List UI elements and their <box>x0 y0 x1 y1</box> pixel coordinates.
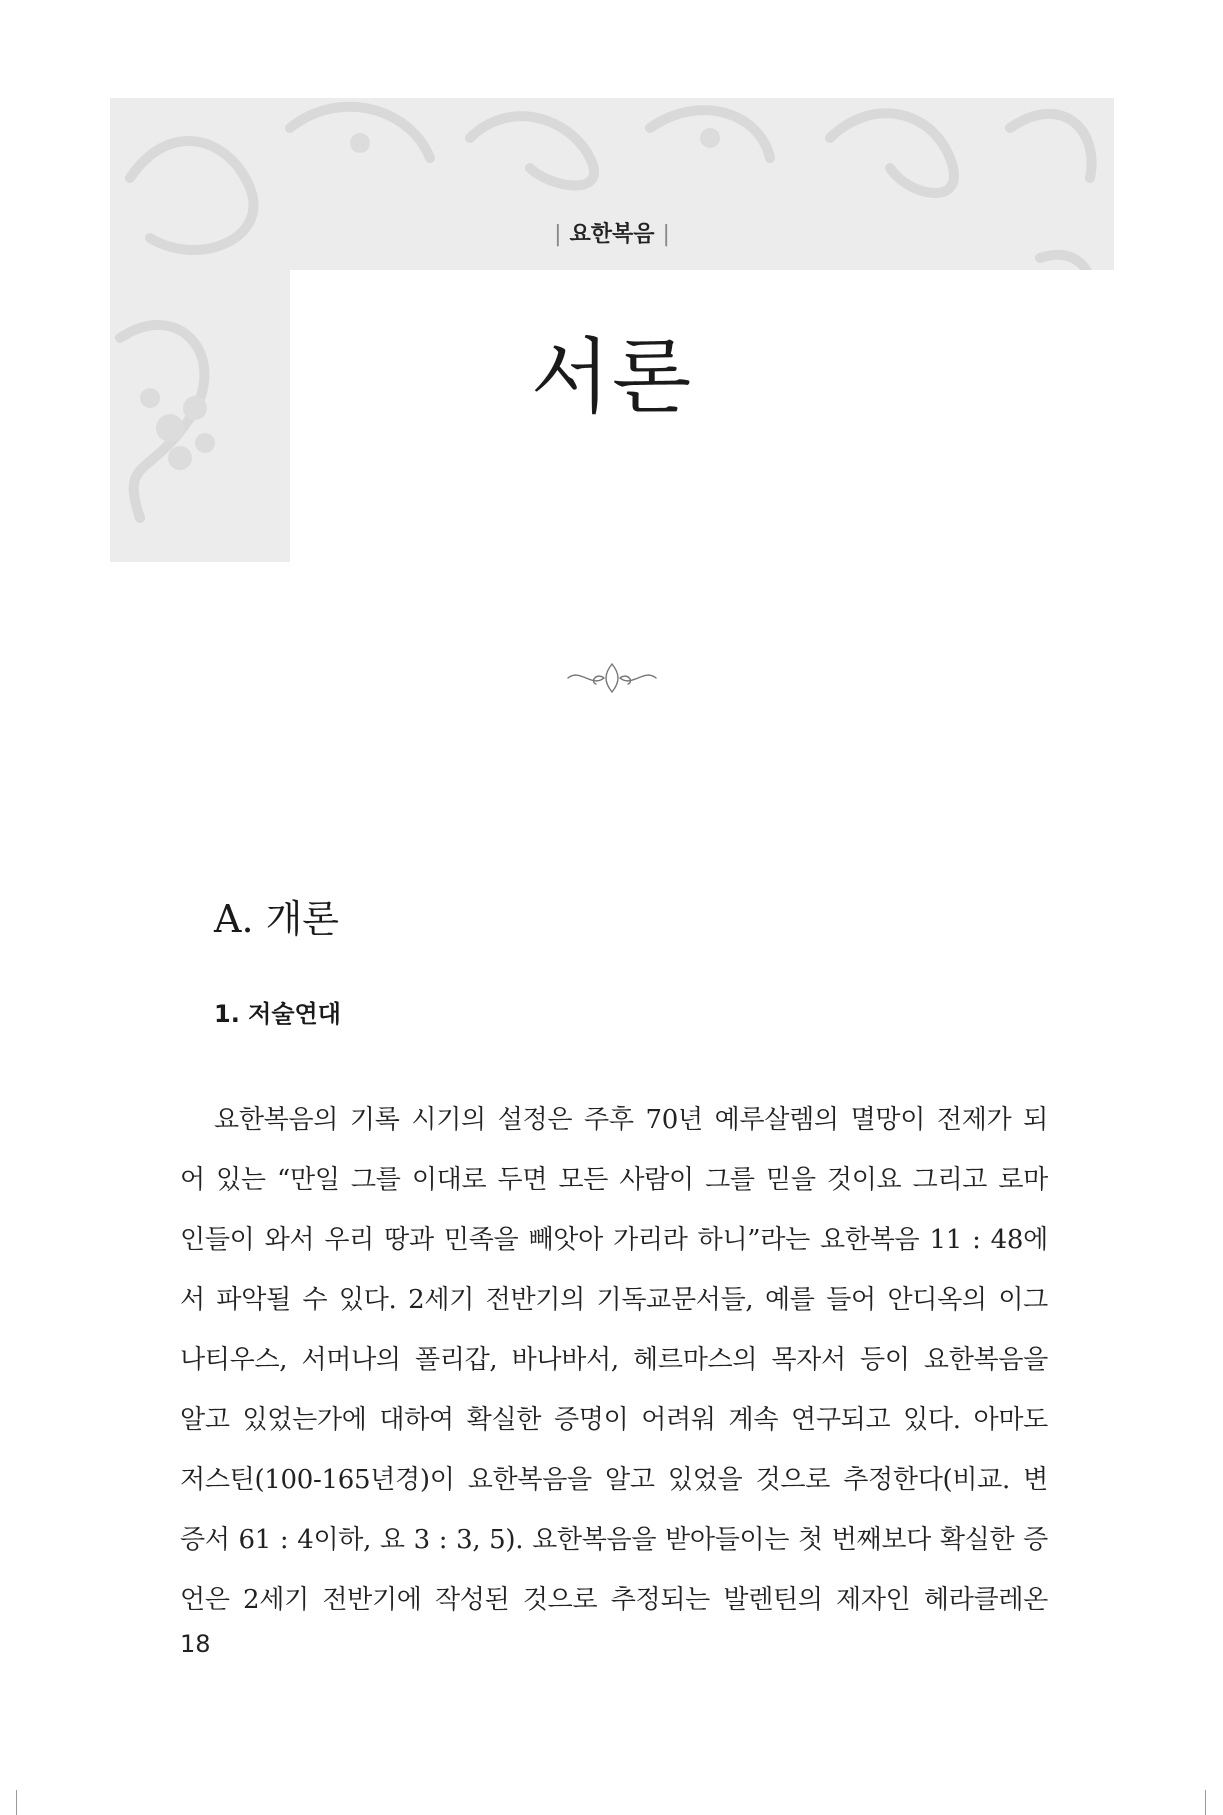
body-paragraph <box>180 1090 1048 1630</box>
subsection-heading: 1. 저술연대 <box>214 1000 341 1028</box>
chapter-title: 서론 <box>530 330 694 425</box>
text-line: 저스틴(100-165년경)이 요한복음을 알고 있었을 것으로 추정한다(비교. 변 <box>180 1465 1048 1495</box>
page-number: 18 <box>180 1630 211 1658</box>
section-heading: A. 개론 <box>214 897 340 941</box>
divider-bar: | <box>662 222 670 247</box>
text-line: 증서 61 : 4이하, 요 3 : 3, 5). 요한복음을 받아들이는 첫 번째보다 확실한 증 <box>180 1525 1048 1555</box>
crop-mark <box>16 1790 17 1815</box>
text-line: 어 있는 “만일 그를 이대로 두면 모든 사람이 그를 믿을 것이요 그리고 로마 <box>180 1165 1048 1195</box>
chapter-header <box>180 172 1044 562</box>
divider-bar: | <box>554 222 562 247</box>
section-label-text: 요한복음 <box>569 222 655 247</box>
text-line: 요한복음의 기록 시기의 설정은 주후 70년 예루살렘의 멸망이 전제가 되 <box>214 1105 1048 1135</box>
text-line: 서 파악될 수 있다. 2세기 전반기의 기독교문서들, 예를 들어 안디옥의 이그 <box>180 1285 1048 1315</box>
crop-mark <box>1205 1790 1206 1815</box>
text-line: 나티우스, 서머나의 폴리갑, 바나바서, 헤르마스의 목자서 등이 요한복음을 <box>180 1345 1048 1375</box>
section-label <box>180 217 1044 248</box>
flourish-ornament-icon <box>566 660 658 696</box>
text-line: 알고 있었는가에 대하여 확실한 증명이 어려워 계속 연구되고 있다. 아마도 <box>180 1405 1048 1435</box>
text-line: 언은 2세기 전반기에 작성된 것으로 추정되는 발렌틴의 제자인 헤라클레온 <box>180 1585 1048 1615</box>
text-line: 인들이 와서 우리 땅과 민족을 빼앗아 가리라 하니”라는 요한복음 11 : 48에 <box>180 1225 1048 1255</box>
